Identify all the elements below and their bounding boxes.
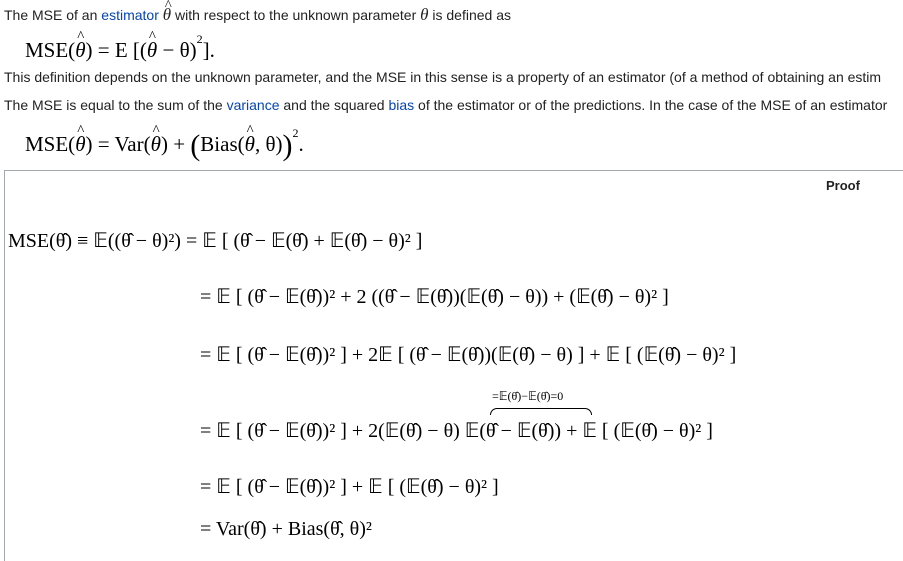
proof-line-3: = 𝔼 [ (θ̂ − 𝔼(θ̂))² ] + 2𝔼 [ (θ̂ − 𝔼(θ̂))(𝔼(θ̂) − θ) ] + 𝔼 [ (𝔼(θ̂) − θ)² ] <box>200 344 737 366</box>
eq1-rest: − θ) <box>157 38 197 62</box>
eq1-end: ]. <box>202 38 215 62</box>
eq2-comma: , θ) <box>254 132 283 156</box>
proof-line-4: = 𝔼 [ (θ̂ − 𝔼(θ̂))² ] + 2(𝔼(θ̂) − θ) 𝔼(θ̂ − 𝔼(θ̂)) + 𝔼 [ (𝔼(θ̂) − θ)² ] <box>200 420 713 442</box>
eq1-lhs: MSE( <box>25 38 76 62</box>
para3-part1: The MSE is equal to the sum of the <box>4 97 227 113</box>
estimator-link[interactable]: estimator <box>101 7 159 23</box>
proof-line-1: MSE(θ̂) ≡ 𝔼((θ̂ − θ)²) = 𝔼 [ (θ̂ − 𝔼(θ̂) + 𝔼(θ̂) − θ)² ] <box>8 230 423 252</box>
definition-paragraph: This definition depends on the unknown parameter, and the MSE in this sense is a property of an estimator (of a method of obtaining an estim <box>4 69 882 85</box>
eq2-bias: Bias( <box>200 132 245 156</box>
eq1-square: 2 <box>196 32 203 46</box>
proof-line-5: = 𝔼 [ (θ̂ − 𝔼(θ̂))² ] + 𝔼 [ (𝔼(θ̂) − θ)² ] <box>200 476 499 498</box>
proof-line-2: = 𝔼 [ (θ̂ − 𝔼(θ̂))² + 2 ((θ̂ − 𝔼(θ̂))(𝔼(θ̂) − θ)) + (𝔼(θ̂) − θ)² ] <box>200 286 669 308</box>
intro-part1: The MSE of an <box>4 7 102 23</box>
eq2-plus: ) + <box>160 132 191 156</box>
proof-toggle-title[interactable]: Proof <box>826 178 860 193</box>
intro-part3: is defined as <box>428 7 511 23</box>
eq2-lhs: MSE( <box>25 132 76 156</box>
eq2-square: 2 <box>292 126 299 140</box>
eq2-end: . <box>298 132 304 156</box>
bias-link[interactable]: bias <box>388 97 415 113</box>
overbrace-label: =𝔼(θ̂)−𝔼(θ̂)=0 <box>492 389 564 403</box>
variance-link[interactable]: variance <box>226 97 280 113</box>
mse-decomposition-equation: MSE(^ θ) = Var(^ θ) + (Bias(^ θ, θ))$^2$. <box>25 126 304 163</box>
theta-hat-symbol: ^ θ <box>163 6 171 24</box>
intro-text <box>4 6 511 24</box>
mse-definition-equation: MSE(^ θ) = E [(^ θ − θ)$^2$]. <box>25 32 215 63</box>
theta-symbol: θ <box>420 5 429 24</box>
eq1-mid: ) = E [( <box>85 38 147 62</box>
overbrace <box>490 408 592 415</box>
para3-part3: of the estimator or of the predictions. In the case of the MSE of an estimator <box>414 97 888 113</box>
proof-line-6: = Var(θ̂) + Bias(θ̂, θ)² <box>200 518 372 540</box>
intro-part2: with respect to the unknown parameter <box>171 7 421 23</box>
para3-part2: and the squared <box>279 97 389 113</box>
eq2-mid: ) = Var( <box>85 132 151 156</box>
variance-bias-paragraph <box>4 96 887 114</box>
